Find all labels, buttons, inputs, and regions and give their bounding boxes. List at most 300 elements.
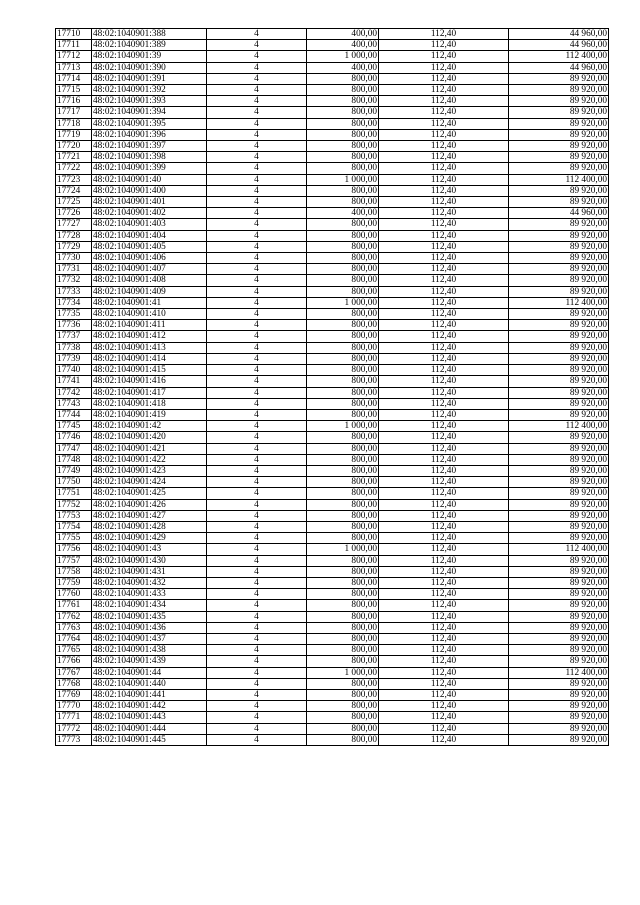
rate-cell: 112,40 xyxy=(379,421,509,432)
value-cell: 89 920,00 xyxy=(509,600,609,611)
rate-cell: 112,40 xyxy=(379,62,509,73)
category-cell: 4 xyxy=(207,174,307,185)
row-number-cell: 17722 xyxy=(56,163,92,174)
rate-cell: 112,40 xyxy=(379,499,509,510)
cadastral-number-cell: 48:02:1040901:401 xyxy=(92,197,207,208)
table-row xyxy=(56,465,609,476)
rate-cell: 112,40 xyxy=(379,85,509,96)
row-number-cell: 17742 xyxy=(56,387,92,398)
cadastral-number-cell: 48:02:1040901:413 xyxy=(92,342,207,353)
area-cell: 800,00 xyxy=(307,432,379,443)
cadastral-number-cell: 48:02:1040901:415 xyxy=(92,365,207,376)
row-number-cell: 17767 xyxy=(56,667,92,678)
table-row xyxy=(56,477,609,488)
category-cell: 4 xyxy=(207,533,307,544)
rate-cell: 112,40 xyxy=(379,701,509,712)
cadastral-number-cell: 48:02:1040901:39 xyxy=(92,51,207,62)
area-cell: 800,00 xyxy=(307,275,379,286)
category-cell: 4 xyxy=(207,51,307,62)
category-cell: 4 xyxy=(207,40,307,51)
row-number-cell: 17724 xyxy=(56,185,92,196)
value-cell: 89 920,00 xyxy=(509,477,609,488)
value-cell: 89 920,00 xyxy=(509,566,609,577)
value-cell: 89 920,00 xyxy=(509,589,609,600)
value-cell: 89 920,00 xyxy=(509,723,609,734)
value-cell: 89 920,00 xyxy=(509,454,609,465)
value-cell: 89 920,00 xyxy=(509,141,609,152)
value-cell: 89 920,00 xyxy=(509,241,609,252)
category-cell: 4 xyxy=(207,566,307,577)
rate-cell: 112,40 xyxy=(379,286,509,297)
table-row xyxy=(56,286,609,297)
parcel-table-body xyxy=(56,29,609,746)
row-number-cell: 17719 xyxy=(56,129,92,140)
category-cell: 4 xyxy=(207,701,307,712)
value-cell: 44 960,00 xyxy=(509,40,609,51)
area-cell: 800,00 xyxy=(307,566,379,577)
table-row xyxy=(56,141,609,152)
rate-cell: 112,40 xyxy=(379,264,509,275)
table-row xyxy=(56,365,609,376)
value-cell: 89 920,00 xyxy=(509,734,609,745)
rate-cell: 112,40 xyxy=(379,141,509,152)
value-cell: 44 960,00 xyxy=(509,29,609,40)
area-cell: 800,00 xyxy=(307,611,379,622)
category-cell: 4 xyxy=(207,85,307,96)
cadastral-number-cell: 48:02:1040901:429 xyxy=(92,533,207,544)
value-cell: 89 920,00 xyxy=(509,499,609,510)
rate-cell: 112,40 xyxy=(379,230,509,241)
row-number-cell: 17720 xyxy=(56,141,92,152)
cadastral-number-cell: 48:02:1040901:433 xyxy=(92,589,207,600)
rate-cell: 112,40 xyxy=(379,566,509,577)
value-cell: 89 920,00 xyxy=(509,712,609,723)
value-cell: 89 920,00 xyxy=(509,622,609,633)
cadastral-number-cell: 48:02:1040901:431 xyxy=(92,566,207,577)
value-cell: 89 920,00 xyxy=(509,689,609,700)
value-cell: 89 920,00 xyxy=(509,342,609,353)
area-cell: 1 000,00 xyxy=(307,421,379,432)
area-cell: 800,00 xyxy=(307,342,379,353)
table-row xyxy=(56,387,609,398)
category-cell: 4 xyxy=(207,163,307,174)
table-row xyxy=(56,342,609,353)
table-row xyxy=(56,73,609,84)
cadastral-number-cell: 48:02:1040901:407 xyxy=(92,264,207,275)
table-row xyxy=(56,566,609,577)
area-cell: 1 000,00 xyxy=(307,51,379,62)
rate-cell: 112,40 xyxy=(379,320,509,331)
value-cell: 89 920,00 xyxy=(509,465,609,476)
row-number-cell: 17753 xyxy=(56,510,92,521)
value-cell: 89 920,00 xyxy=(509,432,609,443)
rate-cell: 112,40 xyxy=(379,376,509,387)
category-cell: 4 xyxy=(207,152,307,163)
category-cell: 4 xyxy=(207,577,307,588)
value-cell: 89 920,00 xyxy=(509,152,609,163)
table-row xyxy=(56,275,609,286)
category-cell: 4 xyxy=(207,62,307,73)
rate-cell: 112,40 xyxy=(379,622,509,633)
category-cell: 4 xyxy=(207,678,307,689)
row-number-cell: 17731 xyxy=(56,264,92,275)
cadastral-number-cell: 48:02:1040901:392 xyxy=(92,85,207,96)
table-row xyxy=(56,454,609,465)
category-cell: 4 xyxy=(207,712,307,723)
row-number-cell: 17734 xyxy=(56,297,92,308)
category-cell: 4 xyxy=(207,477,307,488)
table-row xyxy=(56,409,609,420)
table-row xyxy=(56,107,609,118)
category-cell: 4 xyxy=(207,656,307,667)
value-cell: 89 920,00 xyxy=(509,409,609,420)
table-row xyxy=(56,297,609,308)
area-cell: 800,00 xyxy=(307,376,379,387)
area-cell: 800,00 xyxy=(307,230,379,241)
rate-cell: 112,40 xyxy=(379,208,509,219)
category-cell: 4 xyxy=(207,297,307,308)
rate-cell: 112,40 xyxy=(379,454,509,465)
table-row xyxy=(56,421,609,432)
category-cell: 4 xyxy=(207,353,307,364)
table-row xyxy=(56,51,609,62)
cadastral-number-cell: 48:02:1040901:393 xyxy=(92,96,207,107)
rate-cell: 112,40 xyxy=(379,678,509,689)
rate-cell: 112,40 xyxy=(379,689,509,700)
value-cell: 89 920,00 xyxy=(509,376,609,387)
area-cell: 800,00 xyxy=(307,656,379,667)
area-cell: 800,00 xyxy=(307,197,379,208)
cadastral-number-cell: 48:02:1040901:416 xyxy=(92,376,207,387)
rate-cell: 112,40 xyxy=(379,342,509,353)
row-number-cell: 17752 xyxy=(56,499,92,510)
value-cell: 89 920,00 xyxy=(509,443,609,454)
cadastral-number-cell: 48:02:1040901:396 xyxy=(92,129,207,140)
value-cell: 89 920,00 xyxy=(509,85,609,96)
category-cell: 4 xyxy=(207,633,307,644)
area-cell: 800,00 xyxy=(307,734,379,745)
row-number-cell: 17748 xyxy=(56,454,92,465)
category-cell: 4 xyxy=(207,365,307,376)
area-cell: 800,00 xyxy=(307,409,379,420)
rate-cell: 112,40 xyxy=(379,589,509,600)
area-cell: 800,00 xyxy=(307,387,379,398)
category-cell: 4 xyxy=(207,443,307,454)
rate-cell: 112,40 xyxy=(379,667,509,678)
table-row xyxy=(56,96,609,107)
category-cell: 4 xyxy=(207,723,307,734)
table-row xyxy=(56,253,609,264)
table-row xyxy=(56,264,609,275)
value-cell: 89 920,00 xyxy=(509,286,609,297)
row-number-cell: 17765 xyxy=(56,645,92,656)
table-row xyxy=(56,85,609,96)
rate-cell: 112,40 xyxy=(379,219,509,230)
row-number-cell: 17741 xyxy=(56,376,92,387)
area-cell: 800,00 xyxy=(307,443,379,454)
category-cell: 4 xyxy=(207,253,307,264)
cadastral-number-cell: 48:02:1040901:422 xyxy=(92,454,207,465)
rate-cell: 112,40 xyxy=(379,734,509,745)
cadastral-number-cell: 48:02:1040901:445 xyxy=(92,734,207,745)
cadastral-number-cell: 48:02:1040901:42 xyxy=(92,421,207,432)
cadastral-number-cell: 48:02:1040901:419 xyxy=(92,409,207,420)
table-row xyxy=(56,488,609,499)
value-cell: 89 920,00 xyxy=(509,197,609,208)
category-cell: 4 xyxy=(207,141,307,152)
category-cell: 4 xyxy=(207,29,307,40)
cadastral-number-cell: 48:02:1040901:412 xyxy=(92,331,207,342)
row-number-cell: 17743 xyxy=(56,398,92,409)
cadastral-number-cell: 48:02:1040901:430 xyxy=(92,555,207,566)
category-cell: 4 xyxy=(207,320,307,331)
category-cell: 4 xyxy=(207,499,307,510)
row-number-cell: 17744 xyxy=(56,409,92,420)
value-cell: 89 920,00 xyxy=(509,656,609,667)
row-number-cell: 17727 xyxy=(56,219,92,230)
row-number-cell: 17711 xyxy=(56,40,92,51)
cadastral-number-cell: 48:02:1040901:404 xyxy=(92,230,207,241)
value-cell: 112 400,00 xyxy=(509,297,609,308)
area-cell: 1 000,00 xyxy=(307,297,379,308)
rate-cell: 112,40 xyxy=(379,275,509,286)
cadastral-number-cell: 48:02:1040901:395 xyxy=(92,118,207,129)
area-cell: 800,00 xyxy=(307,253,379,264)
area-cell: 800,00 xyxy=(307,723,379,734)
cadastral-number-cell: 48:02:1040901:391 xyxy=(92,73,207,84)
rate-cell: 112,40 xyxy=(379,443,509,454)
category-cell: 4 xyxy=(207,286,307,297)
rate-cell: 112,40 xyxy=(379,510,509,521)
row-number-cell: 17721 xyxy=(56,152,92,163)
row-number-cell: 17768 xyxy=(56,678,92,689)
area-cell: 1 000,00 xyxy=(307,544,379,555)
value-cell: 89 920,00 xyxy=(509,678,609,689)
rate-cell: 112,40 xyxy=(379,555,509,566)
table-row xyxy=(56,555,609,566)
rate-cell: 112,40 xyxy=(379,544,509,555)
cadastral-number-cell: 48:02:1040901:424 xyxy=(92,477,207,488)
category-cell: 4 xyxy=(207,734,307,745)
area-cell: 800,00 xyxy=(307,353,379,364)
category-cell: 4 xyxy=(207,275,307,286)
area-cell: 800,00 xyxy=(307,152,379,163)
area-cell: 400,00 xyxy=(307,40,379,51)
value-cell: 89 920,00 xyxy=(509,129,609,140)
rate-cell: 112,40 xyxy=(379,129,509,140)
value-cell: 89 920,00 xyxy=(509,611,609,622)
category-cell: 4 xyxy=(207,376,307,387)
cadastral-number-cell: 48:02:1040901:427 xyxy=(92,510,207,521)
cadastral-number-cell: 48:02:1040901:408 xyxy=(92,275,207,286)
area-cell: 800,00 xyxy=(307,589,379,600)
table-row xyxy=(56,589,609,600)
category-cell: 4 xyxy=(207,544,307,555)
row-number-cell: 17717 xyxy=(56,107,92,118)
table-row xyxy=(56,533,609,544)
category-cell: 4 xyxy=(207,421,307,432)
table-row xyxy=(56,622,609,633)
row-number-cell: 17714 xyxy=(56,73,92,84)
cadastral-number-cell: 48:02:1040901:405 xyxy=(92,241,207,252)
table-row xyxy=(56,29,609,40)
row-number-cell: 17728 xyxy=(56,230,92,241)
table-row xyxy=(56,667,609,678)
value-cell: 89 920,00 xyxy=(509,96,609,107)
cadastral-number-cell: 48:02:1040901:411 xyxy=(92,320,207,331)
area-cell: 800,00 xyxy=(307,241,379,252)
value-cell: 112 400,00 xyxy=(509,174,609,185)
area-cell: 400,00 xyxy=(307,208,379,219)
area-cell: 1 000,00 xyxy=(307,174,379,185)
row-number-cell: 17747 xyxy=(56,443,92,454)
row-number-cell: 17750 xyxy=(56,477,92,488)
row-number-cell: 17759 xyxy=(56,577,92,588)
rate-cell: 112,40 xyxy=(379,600,509,611)
rate-cell: 112,40 xyxy=(379,297,509,308)
cadastral-number-cell: 48:02:1040901:441 xyxy=(92,689,207,700)
rate-cell: 112,40 xyxy=(379,398,509,409)
table-row xyxy=(56,129,609,140)
category-cell: 4 xyxy=(207,96,307,107)
rate-cell: 112,40 xyxy=(379,387,509,398)
table-row xyxy=(56,544,609,555)
row-number-cell: 17772 xyxy=(56,723,92,734)
category-cell: 4 xyxy=(207,185,307,196)
table-row xyxy=(56,701,609,712)
cadastral-number-cell: 48:02:1040901:438 xyxy=(92,645,207,656)
rate-cell: 112,40 xyxy=(379,73,509,84)
cadastral-number-cell: 48:02:1040901:414 xyxy=(92,353,207,364)
row-number-cell: 17766 xyxy=(56,656,92,667)
row-number-cell: 17730 xyxy=(56,253,92,264)
rate-cell: 112,40 xyxy=(379,241,509,252)
category-cell: 4 xyxy=(207,241,307,252)
cadastral-number-cell: 48:02:1040901:406 xyxy=(92,253,207,264)
rate-cell: 112,40 xyxy=(379,197,509,208)
row-number-cell: 17732 xyxy=(56,275,92,286)
area-cell: 800,00 xyxy=(307,622,379,633)
category-cell: 4 xyxy=(207,219,307,230)
category-cell: 4 xyxy=(207,342,307,353)
cadastral-number-cell: 48:02:1040901:418 xyxy=(92,398,207,409)
row-number-cell: 17729 xyxy=(56,241,92,252)
category-cell: 4 xyxy=(207,510,307,521)
area-cell: 800,00 xyxy=(307,678,379,689)
area-cell: 800,00 xyxy=(307,477,379,488)
table-row xyxy=(56,734,609,745)
table-row xyxy=(56,62,609,73)
category-cell: 4 xyxy=(207,264,307,275)
cadastral-number-cell: 48:02:1040901:423 xyxy=(92,465,207,476)
rate-cell: 112,40 xyxy=(379,409,509,420)
table-row xyxy=(56,219,609,230)
category-cell: 4 xyxy=(207,309,307,320)
cadastral-number-cell: 48:02:1040901:394 xyxy=(92,107,207,118)
rate-cell: 112,40 xyxy=(379,353,509,364)
category-cell: 4 xyxy=(207,454,307,465)
category-cell: 4 xyxy=(207,409,307,420)
table-row xyxy=(56,678,609,689)
area-cell: 800,00 xyxy=(307,141,379,152)
value-cell: 89 920,00 xyxy=(509,701,609,712)
category-cell: 4 xyxy=(207,387,307,398)
rate-cell: 112,40 xyxy=(379,477,509,488)
table-row xyxy=(56,398,609,409)
area-cell: 800,00 xyxy=(307,645,379,656)
category-cell: 4 xyxy=(207,488,307,499)
cadastral-number-cell: 48:02:1040901:409 xyxy=(92,286,207,297)
table-row xyxy=(56,600,609,611)
row-number-cell: 17773 xyxy=(56,734,92,745)
area-cell: 800,00 xyxy=(307,701,379,712)
area-cell: 800,00 xyxy=(307,286,379,297)
table-row xyxy=(56,241,609,252)
table-row xyxy=(56,611,609,622)
value-cell: 112 400,00 xyxy=(509,51,609,62)
row-number-cell: 17762 xyxy=(56,611,92,622)
row-number-cell: 17760 xyxy=(56,589,92,600)
table-row xyxy=(56,656,609,667)
row-number-cell: 17771 xyxy=(56,712,92,723)
value-cell: 89 920,00 xyxy=(509,488,609,499)
area-cell: 800,00 xyxy=(307,85,379,96)
row-number-cell: 17770 xyxy=(56,701,92,712)
row-number-cell: 17725 xyxy=(56,197,92,208)
row-number-cell: 17756 xyxy=(56,544,92,555)
cadastral-number-cell: 48:02:1040901:398 xyxy=(92,152,207,163)
cadastral-number-cell: 48:02:1040901:403 xyxy=(92,219,207,230)
area-cell: 800,00 xyxy=(307,465,379,476)
area-cell: 800,00 xyxy=(307,331,379,342)
table-row xyxy=(56,689,609,700)
row-number-cell: 17746 xyxy=(56,432,92,443)
table-row xyxy=(56,432,609,443)
area-cell: 800,00 xyxy=(307,510,379,521)
rate-cell: 112,40 xyxy=(379,645,509,656)
value-cell: 89 920,00 xyxy=(509,264,609,275)
rate-cell: 112,40 xyxy=(379,40,509,51)
area-cell: 800,00 xyxy=(307,309,379,320)
cadastral-number-cell: 48:02:1040901:428 xyxy=(92,521,207,532)
value-cell: 89 920,00 xyxy=(509,577,609,588)
rate-cell: 112,40 xyxy=(379,174,509,185)
value-cell: 89 920,00 xyxy=(509,230,609,241)
table-row xyxy=(56,521,609,532)
value-cell: 89 920,00 xyxy=(509,118,609,129)
value-cell: 89 920,00 xyxy=(509,521,609,532)
rate-cell: 112,40 xyxy=(379,51,509,62)
table-row xyxy=(56,40,609,51)
cadastral-number-cell: 48:02:1040901:402 xyxy=(92,208,207,219)
row-number-cell: 17712 xyxy=(56,51,92,62)
rate-cell: 112,40 xyxy=(379,465,509,476)
cadastral-number-cell: 48:02:1040901:41 xyxy=(92,297,207,308)
rate-cell: 112,40 xyxy=(379,723,509,734)
table-row xyxy=(56,331,609,342)
row-number-cell: 17739 xyxy=(56,353,92,364)
table-row xyxy=(56,443,609,454)
table-row xyxy=(56,376,609,387)
value-cell: 89 920,00 xyxy=(509,163,609,174)
value-cell: 89 920,00 xyxy=(509,73,609,84)
category-cell: 4 xyxy=(207,555,307,566)
cadastral-number-cell: 48:02:1040901:390 xyxy=(92,62,207,73)
table-row xyxy=(56,118,609,129)
category-cell: 4 xyxy=(207,600,307,611)
row-number-cell: 17726 xyxy=(56,208,92,219)
value-cell: 44 960,00 xyxy=(509,62,609,73)
